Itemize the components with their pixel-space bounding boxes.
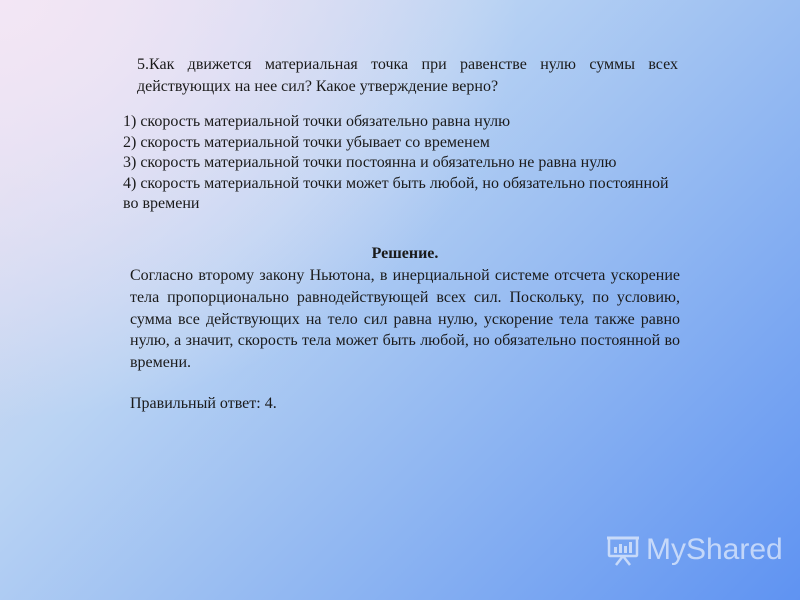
answer-option-2: 2) скорость материальной точки убывает со временем — [123, 133, 490, 151]
solution-title: Решение. — [371, 245, 439, 262]
answer-option-3: 3) скорость материальной точки постоянна и обязательно не равна нулю — [123, 154, 617, 171]
answer-option-4: 4) скорость материальной точки может быть любой, но обязательно постоянной во времени — [123, 174, 669, 212]
answer-options-list — [123, 112, 683, 215]
correct-answer: Правильный ответ: 4. — [130, 395, 277, 412]
watermark-text: MyShared — [646, 533, 783, 566]
solution-text: Согласно второму закону Ньютона, в инерциальной системе отсчета ускорение тела пропорционально равнодействующей всех сил. Поскольку, по условию, сумма все действующих на тело сил равна нулю, ускорение тела также равно нулю, а значит, скорость тела может быть любой, но обязательно постоянной во времени. — [130, 267, 680, 372]
watermark-logo — [606, 533, 783, 567]
question-text: 5.Как движется материальная точка при равенстве нулю суммы всех действующих на нее сил? Какое утверждение верно? — [137, 56, 678, 95]
answer-option-1: 1) скорость материальной точки обязательно равна нулю — [123, 113, 511, 130]
presentation-board-icon — [606, 533, 640, 567]
